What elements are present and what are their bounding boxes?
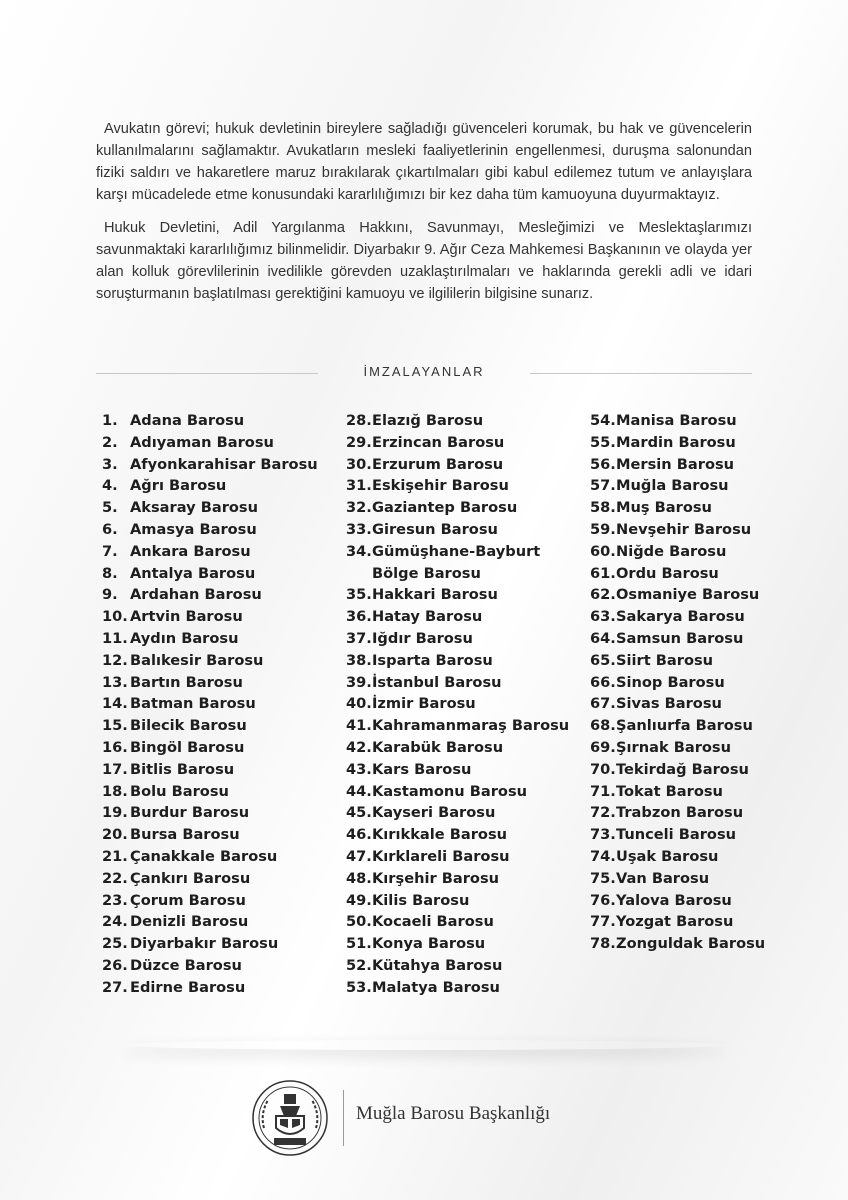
signatory-item (346, 497, 586, 519)
signatory-item (590, 628, 820, 650)
signatory-item (102, 497, 332, 519)
signatory-item (346, 432, 586, 454)
signatory-name: Kırıkkale Barosu (372, 826, 508, 844)
signatory-name: Isparta Barosu (372, 651, 493, 669)
signatory-number: 53. (346, 978, 372, 996)
signatory-number: 23. (102, 891, 128, 909)
signatory-item (102, 933, 332, 955)
signatory-item (590, 715, 820, 737)
signatory-item (102, 541, 332, 563)
signatory-name: Amasya Barosu (130, 520, 257, 538)
signatory-name: Elazığ Barosu (372, 412, 484, 429)
signatory-item (102, 911, 332, 933)
signatory-name: Trabzon Barosu (616, 804, 744, 822)
signatory-name: Ankara Barosu (130, 542, 251, 560)
signatory-name: Kayseri Barosu (372, 804, 496, 822)
signatories-column-3 (590, 410, 820, 955)
signatory-name: Bingöl Barosu (130, 738, 245, 756)
signatory-number: 65. (590, 651, 616, 669)
signatory-number: 69. (590, 738, 616, 756)
signatory-number: 8. (102, 564, 118, 582)
signatory-number: 48. (346, 869, 372, 887)
signatory-number: 51. (346, 935, 372, 953)
signatory-item (590, 933, 820, 955)
signatory-name: Bolu Barosu (130, 782, 229, 800)
signatory-name: Gümüşhane-Bayburt (372, 542, 541, 560)
signatory-name: Bilecik Barosu (130, 717, 247, 735)
paragraph-2: Hukuk Devletini, Adil Yargılanma Hakkını, Savunmayı, Mesleğimizi ve Meslektaşlarımızı savunmaktaki kararlılığımız bilinmelidir. Diyarbakır 9. Ağır Ceza Mahkemesi Başkanının ve olayda yer alan kolluk görevlilerinin ivedilikle görevden uzaklaştırılmaları ve haklarında gerekli adli ve idari soruşturmanın başlatılması gerektiğini kamuoyu ve ilgililerin bilgisine sunarız. (96, 220, 752, 302)
signatory-name: Edirne Barosu (130, 978, 246, 996)
signatory-number: 35. (346, 586, 372, 604)
signatory-item (346, 890, 586, 912)
signatory-item (346, 955, 586, 977)
signatory-item (102, 955, 332, 977)
signatory-number: 30. (346, 455, 372, 473)
signatory-item (102, 846, 332, 868)
signatory-number: 47. (346, 847, 372, 865)
footer-divider (343, 1090, 344, 1146)
signatory-number: 57. (590, 477, 616, 495)
statement-body (96, 118, 752, 316)
signatory-number: 12. (102, 651, 128, 669)
signatory-number: 22. (102, 869, 128, 887)
signatory-number: 42. (346, 738, 372, 756)
signatory-name: Hatay Barosu (372, 608, 483, 626)
signatory-name: Bursa Barosu (130, 826, 240, 844)
signatory-number: 4. (102, 477, 118, 495)
signatory-item (346, 628, 586, 650)
signatory-number: 66. (590, 673, 616, 691)
signatory-name: Şırnak Barosu (616, 738, 732, 756)
signatory-item (590, 410, 820, 432)
page-divider-shadow (120, 1040, 728, 1050)
signatory-number: 58. (590, 499, 616, 517)
signatory-number: 76. (590, 891, 616, 909)
signatory-name: Manisa Barosu (616, 412, 737, 429)
signatory-item (346, 802, 586, 824)
signatory-name: Bartın Barosu (130, 673, 243, 691)
bar-association-seal-icon (250, 1078, 330, 1158)
signatory-item (590, 802, 820, 824)
signatory-name: Ordu Barosu (616, 564, 719, 582)
signatory-number: 31. (346, 477, 372, 495)
signatory-item (590, 475, 820, 497)
signatory-item (102, 563, 332, 585)
signatory-item (590, 563, 820, 585)
signatory-number: 59. (590, 520, 616, 538)
signatory-number: 39. (346, 673, 372, 691)
signatory-number: 56. (590, 455, 616, 473)
signatory-item (346, 454, 586, 476)
signatory-name: İzmir Barosu (372, 695, 476, 713)
signatory-number: 29. (346, 433, 372, 451)
signatory-item (102, 977, 332, 999)
signatory-name: Muş Barosu (616, 499, 712, 517)
signatory-number: 54. (590, 412, 616, 429)
signatory-number: 55. (590, 433, 616, 451)
signatory-name: Adana Barosu (130, 412, 245, 429)
signatory-number: 75. (590, 869, 616, 887)
signatory-name: Artvin Barosu (130, 608, 243, 626)
signatory-name: Bölge Barosu (372, 564, 481, 582)
signatory-number: 17. (102, 760, 128, 778)
signatory-name: Ardahan Barosu (130, 586, 262, 604)
header-divider-right (530, 373, 752, 374)
signatory-number: 28. (346, 412, 372, 429)
signatory-item (346, 410, 586, 432)
signatory-number: 33. (346, 520, 372, 538)
signatory-name: Denizli Barosu (130, 913, 249, 931)
signatory-number: 32. (346, 499, 372, 517)
signatory-number: 78. (590, 935, 616, 953)
signatory-number: 61. (590, 564, 616, 582)
signatory-number: 2. (102, 433, 118, 451)
signatory-item (590, 781, 820, 803)
signatory-name: Burdur Barosu (130, 804, 250, 822)
signatory-name: Tekirdağ Barosu (616, 760, 749, 778)
signatory-name: Hakkari Barosu (372, 586, 498, 604)
signatory-item (590, 911, 820, 933)
signatory-name: Aksaray Barosu (130, 499, 258, 517)
signatory-name: Adıyaman Barosu (130, 433, 274, 451)
signatory-item (590, 519, 820, 541)
signatory-number: 36. (346, 608, 372, 626)
signatory-item (102, 802, 332, 824)
signatory-number: 34. (346, 542, 372, 560)
signatory-number: 25. (102, 935, 128, 953)
signatory-item (102, 519, 332, 541)
signatory-name: Çankırı Barosu (130, 869, 251, 887)
signatory-item (346, 781, 586, 803)
signatory-item (346, 563, 586, 585)
signatory-name: Kahramanmaraş Barosu (372, 717, 570, 735)
signatory-item (590, 759, 820, 781)
signatory-number: 5. (102, 499, 118, 517)
signatory-number: 24. (102, 913, 128, 931)
signatory-number: 37. (346, 629, 372, 647)
signatory-item (346, 868, 586, 890)
signatory-item (102, 737, 332, 759)
signatory-number: 73. (590, 826, 616, 844)
signatory-number: 13. (102, 673, 128, 691)
signatory-item (346, 933, 586, 955)
signatory-item (346, 584, 586, 606)
signatory-item (346, 693, 586, 715)
signatory-name: Kırşehir Barosu (372, 869, 500, 887)
signatory-name: Erzincan Barosu (372, 433, 505, 451)
signatory-item (346, 846, 586, 868)
signatory-name: Kütahya Barosu (372, 956, 503, 974)
signatory-item (346, 911, 586, 933)
signatory-name: Diyarbakır Barosu (130, 935, 279, 953)
signatory-number: 63. (590, 608, 616, 626)
signatory-item (346, 977, 586, 999)
signatory-item (102, 475, 332, 497)
signatory-name: Samsun Barosu (616, 629, 744, 647)
signatory-item (590, 824, 820, 846)
signatory-name: Tunceli Barosu (616, 826, 737, 844)
signatory-number: 9. (102, 586, 118, 604)
signatory-name: Mardin Barosu (616, 433, 736, 451)
signatories-column-2 (346, 410, 586, 999)
signatory-name: Afyonkarahisar Barosu (130, 455, 318, 473)
signatories-header (96, 364, 752, 382)
signatory-number: 16. (102, 738, 128, 756)
signatory-item (346, 824, 586, 846)
signatory-name: Yozgat Barosu (616, 913, 734, 931)
signatory-name: Sakarya Barosu (616, 608, 745, 626)
signatory-number: 27. (102, 978, 128, 996)
signatory-item (102, 628, 332, 650)
signatory-number: 71. (590, 782, 616, 800)
signatory-number: 6. (102, 520, 118, 538)
signatory-name: Osmaniye Barosu (616, 586, 760, 604)
signatory-number: 72. (590, 804, 616, 822)
signatory-number: 38. (346, 651, 372, 669)
signatory-name: Van Barosu (616, 869, 710, 887)
signatory-item (102, 584, 332, 606)
signatory-number: 50. (346, 913, 372, 931)
organization-name: Muğla Barosu Başkanlığı (356, 1103, 551, 1124)
signatory-number: 3. (102, 455, 118, 473)
signatory-item (346, 715, 586, 737)
signatory-name: Niğde Barosu (616, 542, 727, 560)
signatory-number: 46. (346, 826, 372, 844)
signatory-number: 7. (102, 542, 118, 560)
signatory-item (102, 410, 332, 432)
signatory-name: Zonguldak Barosu (616, 935, 766, 953)
signatory-name: Ağrı Barosu (130, 477, 227, 495)
signatory-name: Düzce Barosu (130, 956, 242, 974)
signatory-name: Giresun Barosu (372, 520, 498, 538)
signatory-name: Eskişehir Barosu (372, 477, 509, 495)
signatory-name: Uşak Barosu (616, 847, 719, 865)
signatory-item (346, 475, 586, 497)
signatory-item (590, 497, 820, 519)
signatory-item (346, 759, 586, 781)
signatory-number: 60. (590, 542, 616, 560)
signatory-name: Muğla Barosu (616, 477, 729, 495)
signatory-number: 43. (346, 760, 372, 778)
signatory-item (590, 846, 820, 868)
signatory-number: 20. (102, 826, 128, 844)
signatory-number: 18. (102, 782, 128, 800)
signatory-name: İstanbul Barosu (372, 673, 502, 691)
signatory-item (590, 432, 820, 454)
signatory-name: Yalova Barosu (616, 891, 732, 909)
signatory-item (346, 519, 586, 541)
signatory-name: Kırklareli Barosu (372, 847, 510, 865)
signatory-item (102, 650, 332, 672)
signatory-name: Konya Barosu (372, 935, 486, 953)
signatory-item (346, 541, 586, 563)
signatory-name: Çorum Barosu (130, 891, 246, 909)
signatory-item (102, 759, 332, 781)
signatory-name: Gaziantep Barosu (372, 499, 518, 517)
signatory-name: Kocaeli Barosu (372, 913, 494, 931)
signatories-title: İMZALAYANLAR (363, 364, 485, 379)
signatory-item (346, 650, 586, 672)
signatory-number: 15. (102, 717, 128, 735)
signatory-item (102, 606, 332, 628)
signatory-name: Bitlis Barosu (130, 760, 235, 778)
signatory-item (590, 541, 820, 563)
signatory-number: 41. (346, 717, 372, 735)
signatory-number: 74. (590, 847, 616, 865)
signatory-number: 77. (590, 913, 616, 931)
signatory-name: Aydın Barosu (130, 629, 239, 647)
signatory-item (590, 606, 820, 628)
signatory-item (102, 868, 332, 890)
signatory-name: Sivas Barosu (616, 695, 722, 713)
signatory-item (346, 737, 586, 759)
signatory-number: 49. (346, 891, 372, 909)
signatory-item (102, 781, 332, 803)
signatory-name: Batman Barosu (130, 695, 256, 713)
signatories-column-1 (102, 410, 332, 999)
signatory-item (102, 432, 332, 454)
signatory-number: 19. (102, 804, 128, 822)
signatory-name: Çanakkale Barosu (130, 847, 278, 865)
signatory-number: 44. (346, 782, 372, 800)
signatory-number: 1. (102, 412, 118, 429)
signatory-number: 67. (590, 695, 616, 713)
signatory-number: 45. (346, 804, 372, 822)
signatory-name: Siirt Barosu (616, 651, 714, 669)
signatory-number (346, 563, 372, 585)
signatory-number: 10. (102, 608, 128, 626)
signatory-number: 62. (590, 586, 616, 604)
signatory-item (590, 868, 820, 890)
signatory-number: 40. (346, 695, 372, 713)
signatory-item (590, 890, 820, 912)
signatory-name: Kastamonu Barosu (372, 782, 528, 800)
signatory-name: Erzurum Barosu (372, 455, 504, 473)
signatory-name: Karabük Barosu (372, 738, 504, 756)
signatory-item (102, 672, 332, 694)
signatory-number: 64. (590, 629, 616, 647)
signatory-item (590, 650, 820, 672)
signatory-name: Sinop Barosu (616, 673, 725, 691)
signatory-number: 68. (590, 717, 616, 735)
signatory-item (102, 715, 332, 737)
signatory-name: Balıkesir Barosu (130, 651, 264, 669)
signatory-item (102, 890, 332, 912)
signatory-number: 70. (590, 760, 616, 778)
signatory-name: Kars Barosu (372, 760, 472, 778)
signatory-name: Iğdır Barosu (372, 629, 473, 647)
signatory-name: Tokat Barosu (616, 782, 723, 800)
signatory-name: Malatya Barosu (372, 978, 500, 996)
signatory-number: 26. (102, 956, 128, 974)
signatory-item (102, 693, 332, 715)
signatory-name: Nevşehir Barosu (616, 520, 752, 538)
signatory-name: Mersin Barosu (616, 455, 735, 473)
signatory-item (346, 672, 586, 694)
signatory-item (590, 454, 820, 476)
signatory-item (590, 584, 820, 606)
signatory-name: Şanlıurfa Barosu (616, 717, 753, 735)
signatory-number: 14. (102, 695, 128, 713)
signatory-item (590, 737, 820, 759)
signatory-name: Kilis Barosu (372, 891, 470, 909)
signatory-name: Antalya Barosu (130, 564, 256, 582)
signatory-number: 21. (102, 847, 128, 865)
signatory-number: 52. (346, 956, 372, 974)
signatory-number: 11. (102, 629, 128, 647)
signatory-item (102, 454, 332, 476)
signatory-item (590, 672, 820, 694)
signatory-item (590, 693, 820, 715)
signatory-item (102, 824, 332, 846)
paragraph-1: Avukatın görevi; hukuk devletinin bireylere sağladığı güvenceleri korumak, bu hak ve güvencelerin kullanılmalarını sağlamaktır. Avukatların mesleki faaliyetlerinin engellenmesi, duruşma salonundan fiziki saldırı ve hakaretlere maruz bırakılarak çıkartılmaları gibi kabul edilemez tutum ve anlayışlara karşı mücadelede etme konusundaki kararlılığımızı bir kez daha tüm kamuoyuna duyurmaktayız. (96, 121, 752, 203)
signatory-item (346, 606, 586, 628)
